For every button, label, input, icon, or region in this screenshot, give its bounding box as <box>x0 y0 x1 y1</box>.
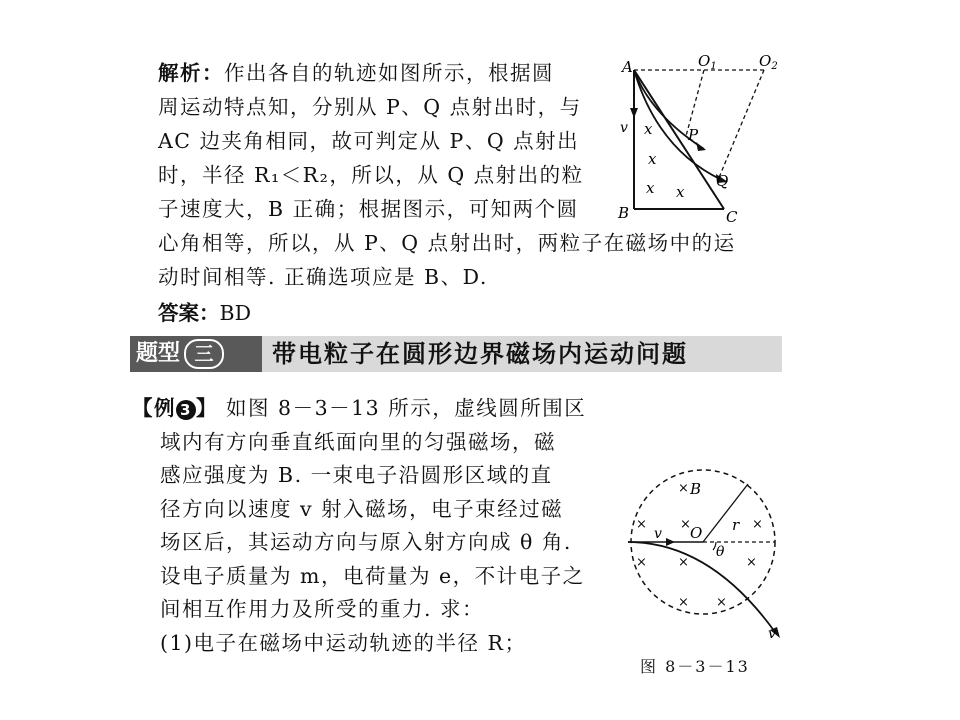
solution-line-6: 心角相等，所以，从 P、Q 点射出时，两粒子在磁场中的运 <box>158 231 736 255</box>
field-cross: x <box>646 179 655 197</box>
solution-line-1: 解析：作出各自的轨迹如图所示，根据圆 <box>158 61 554 85</box>
section-number-badge: 三 <box>184 339 224 369</box>
field-cross: × <box>680 517 691 532</box>
example-line-2: 域内有方向垂直纸面向里的匀强磁场，磁 <box>160 429 556 454</box>
solution-line-5: 子速度大，B 正确；根据图示，可知两个圆 <box>158 197 579 221</box>
label-theta: θ <box>716 544 725 560</box>
answer-value: BD <box>219 301 252 325</box>
field-cross: × <box>678 555 689 570</box>
solution-line-7: 动时间相等. 正确选项应是 B、D. <box>158 265 488 289</box>
label-O1: $O_1$ <box>698 52 717 72</box>
field-cross: × <box>752 517 763 532</box>
example-line-4: 径方向以速度 v 射入磁场，电子束经过磁 <box>160 496 564 521</box>
velocity-arrowhead <box>630 108 638 118</box>
label-v-in: v <box>654 526 662 542</box>
figure-caption: 图 8－3－13 <box>640 657 750 676</box>
entry-arrowhead <box>666 538 675 546</box>
label-v-out: v <box>768 626 776 642</box>
label-r: r <box>732 516 740 534</box>
label-P: P <box>688 126 699 144</box>
field-cross: × <box>636 555 647 570</box>
example-line-7: 间相互作用力及所受的重力. 求： <box>160 597 485 621</box>
section-banner <box>130 336 782 372</box>
answer-label: 答案： <box>158 301 220 325</box>
label-O: O <box>690 524 703 542</box>
example-line-1: 【例 3 】 如图 8－3－13 所示，虚线圆所围区 <box>132 396 587 420</box>
circle-field-figure <box>620 462 788 642</box>
solution-line-3: AC 边夹角相同，故可判定从 P、Q 点射出 <box>158 129 580 153</box>
field-cross: × <box>746 555 757 570</box>
radius-r <box>703 484 748 542</box>
section-title: 带电粒子在圆形边界磁场内运动问题 <box>272 340 688 368</box>
section-tag: 题型 三 <box>130 336 262 372</box>
solution-label: 解析： <box>158 61 224 85</box>
field-cross: × <box>716 595 727 610</box>
example-problem <box>132 392 586 660</box>
solution-line-2: 周运动特点知，分别从 P、Q 点射出时，与 <box>158 95 582 119</box>
example-line-6: 设电子质量为 m，电荷量为 e，不计电子之 <box>160 563 585 588</box>
field-cross: x <box>676 183 685 201</box>
label-A: A <box>622 58 633 76</box>
label-v: v <box>620 120 628 136</box>
example-label: 【例 3 】 <box>132 396 218 420</box>
solution-line-4: 时，半径 R₁＜R₂，所以，从 Q 点射出的粒 <box>158 163 584 187</box>
field-cross: × <box>678 595 689 610</box>
example-number-badge: 3 <box>176 400 196 420</box>
answer <box>158 296 251 330</box>
triangle-trajectory-figure <box>612 52 782 227</box>
example-line-3: 感应强度为 B. 一束电子沿圆形区域的直 <box>160 463 553 487</box>
label-B: B <box>618 204 630 222</box>
label-B: B <box>690 480 702 498</box>
field-cross: × <box>636 517 647 532</box>
example-line-8: (1)电子在磁场中运动轨迹的半径 R； <box>160 630 527 655</box>
field-cross: x <box>644 120 653 138</box>
field-cross: x <box>648 150 657 168</box>
example-line-5: 场区后，其运动方向与原入射方向成 θ 角. <box>160 530 572 554</box>
label-O2: $O_2$ <box>759 52 778 72</box>
label-Q: Q <box>716 172 729 190</box>
label-C: C <box>726 208 738 226</box>
field-cross: × <box>678 481 689 496</box>
radius-O2-Q <box>718 70 764 180</box>
